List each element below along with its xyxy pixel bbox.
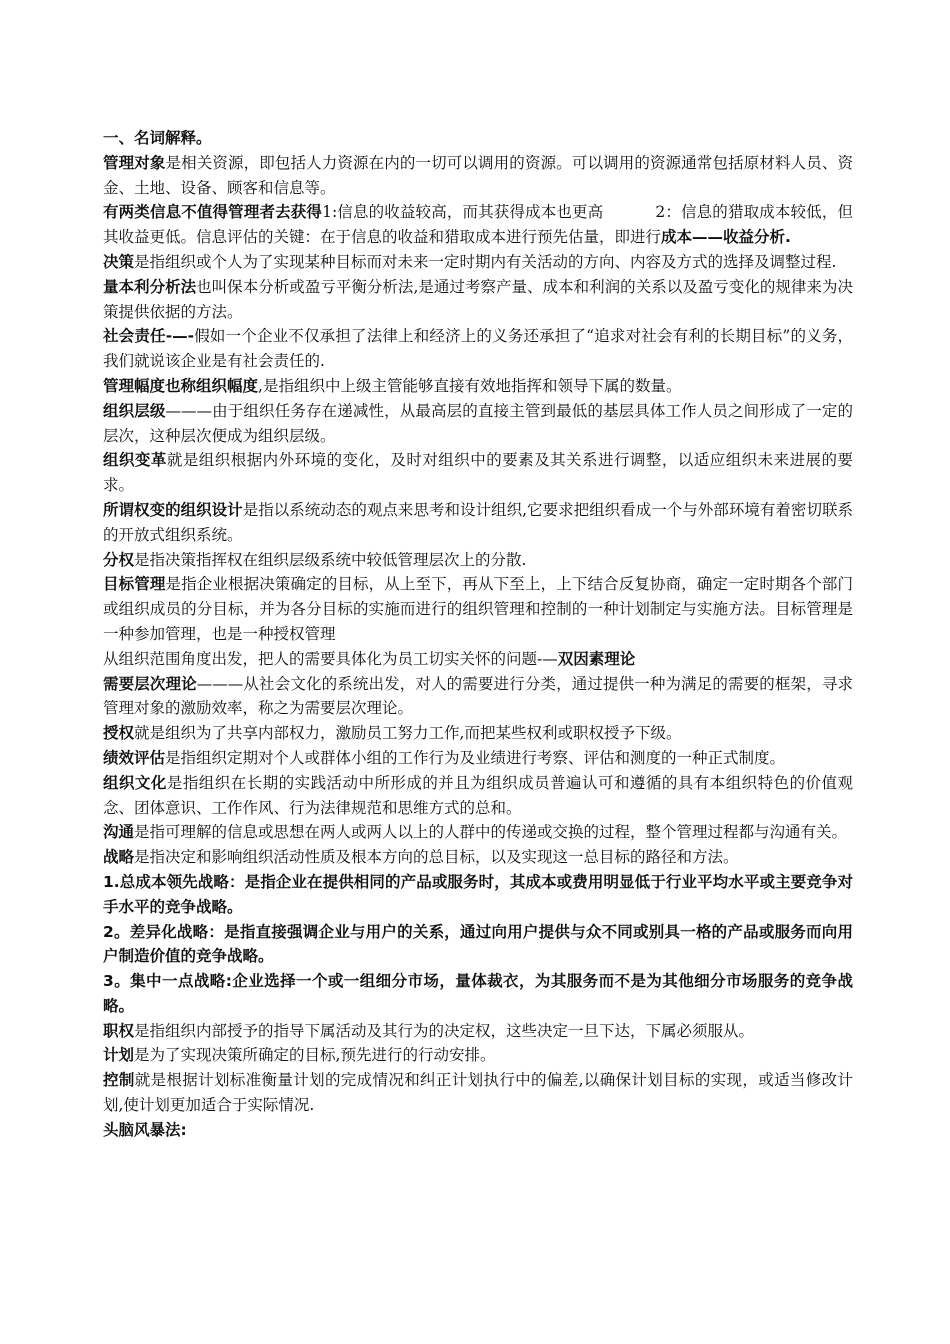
paragraph-information-types: 有两类信息不值得管理者去获得1:信息的收益较高，而其获得成本也更高 2：信息的猎取成本较低，但其收益更低。信息评估的关键：在于信息的收益和猎取成本进行预先估量，即进行成本——收益分析.	[103, 203, 853, 247]
paragraph-organizational-change: 组织变革就是组织根据内外环境的变化，及时对组织中的要素及其关系进行调整，以适应组织未来进展的要求。	[103, 451, 853, 495]
paragraph-span-of-control: 管理幅度也称组织幅度,是指组织中上级主管能够直接有效地指挥和领导下属的数量。	[103, 376, 682, 395]
paragraph-social-responsibility: 社会责任-—-假如一个企业不仅承担了法律上和经济上的义务还承担了“追求对社会有利的长期目标”的义务，我们就说该企业是有社会责任的.	[103, 327, 853, 371]
paragraph-strategy: 战略是指决定和影响组织活动性质及根本方向的总目标，以及实现这一总目标的路径和方法。	[103, 848, 739, 867]
term: 组织文化	[103, 773, 167, 792]
term: 双因素理论	[557, 649, 636, 668]
term: 有两类信息不值得管理者去获得	[103, 203, 323, 222]
paragraph-communication: 沟通是指可理解的信息或思想在两人或两人以上的人群中的传递或交换的过程，整个管理过程都与沟通有关。	[103, 823, 848, 842]
term: 沟通	[103, 823, 135, 842]
term: 分权	[103, 550, 135, 569]
paragraph-organization-levels: 组织层级———由于组织任务存在递减性，从最高层的直接主管到最低的基层具体工作人员之间形成了一定的层次，这种层次便成为组织层级。	[103, 401, 853, 445]
paragraph-delegation: 授权就是组织为了共享内部权力，激励员工努力工作,而把某些权利或职权授予下级。	[103, 724, 682, 743]
paragraph-brainstorming: 头脑风暴法:	[103, 1120, 187, 1139]
paragraph-two-factor-theory: 从组织范围角度出发，把人的需要具体化为员工切实关怀的问题-—双因素理论	[103, 649, 636, 668]
term: 控制	[103, 1071, 135, 1090]
term: 绩效评估	[103, 748, 166, 767]
paragraph-breakeven-analysis: 量本利分析法也叫保本分析或盈亏平衡分析法,是通过考察产量、成本和利润的关系以及盈亏变化的规律来为决策提供依据的方法。	[103, 277, 853, 321]
term: 管理幅度也称组织幅度	[103, 376, 259, 395]
term: 职权	[103, 1021, 135, 1040]
paragraph-contingency-design: 所谓权变的组织设计是指以系统动态的观点来思考和设计组织,它要求把组织看成一个与外部环境有着密切联系的开放式组织系统。	[103, 500, 853, 544]
paragraph-authority: 职权是指组织内部授予的指导下属活动及其行为的决定权，这些决定一旦下达，下属必须服从。	[103, 1021, 755, 1040]
term: 决策	[103, 252, 135, 271]
term: 目标管理	[103, 575, 166, 594]
document-body	[103, 126, 853, 1143]
paragraph-performance-appraisal: 绩效评估是指组织定期对个人或群体小组的工作行为及业绩进行考察、评估和测度的一种正式制度。	[103, 748, 786, 767]
term: 需要层次理论	[103, 674, 197, 693]
paragraph-hierarchy-of-needs: 需要层次理论———从社会文化的系统出发，对人的需要进行分类，通过提供一种为满足的需要的框架，寻求管理对象的激励效率，称之为需要层次理论。	[103, 674, 853, 718]
term: 管理对象	[103, 153, 166, 172]
paragraph-decentralization: 分权是指决策指挥权在组织层级系统中较低管理层次上的分散.	[103, 550, 527, 569]
paragraph-planning: 计划是为了实现决策所确定的目标,预先进行的行动安排。	[103, 1046, 496, 1065]
term: 组织层级	[103, 401, 166, 420]
paragraph-management-object: 管理对象是相关资源，即包括人力资源在内的一切可以调用的资源。可以调用的资源通常包括原材料人员、资金、土地、设备、顾客和信息等。	[103, 153, 853, 197]
paragraph-decision: 决策是指组织或个人为了实现某种目标而对未来一定时期内有关活动的方向、内容及方式的选择及调整过程.	[103, 252, 837, 271]
term: 组织变革	[103, 451, 167, 470]
paragraph-focus-strategy: 3。集中一点战略:企业选择一个或一组细分市场，量体裁衣，为其服务而不是为其他细分市场服务的竞争战略。	[103, 972, 853, 1015]
term: 成本——收益分析.	[661, 228, 791, 247]
term: 计划	[103, 1046, 135, 1065]
section-heading: 一、名词解释。	[103, 129, 212, 147]
paragraph-differentiation: 2。差异化战略：是指直接强调企业与用户的关系，通过向用户提供与众不同或别具一格的产品或服务而向用户制造价值的竞争战略。	[103, 922, 853, 966]
paragraph-cost-leadership: 1.总成本领先战略：是指企业在提供相同的产品或服务时，其成本或费用明显低于行业平均水平或主要竞争对手水平的竞争战略。	[103, 872, 853, 916]
term: 授权	[103, 724, 135, 743]
paragraph-control: 控制就是根据计划标准衡量计划的完成情况和纠正计划执行中的偏差,以确保计划目标的实现，或适当修改计划,使计划更加适合于实际情况.	[103, 1071, 853, 1115]
paragraph-organizational-culture: 组织文化是指组织在长期的实践活动中所形成的并且为组织成员普遍认可和遵循的具有本组织特色的价值观念、团体意识、工作作风、行为法律规范和思维方式的总和。	[103, 773, 853, 817]
term: 战略	[103, 848, 135, 867]
term: 所谓权变的组织设计	[103, 500, 243, 519]
term: 量本利分析法	[103, 277, 197, 296]
term: 社会责任-—-	[103, 327, 195, 346]
paragraph-management-by-objectives: 目标管理是指企业根据决策确定的目标，从上至下，再从下至上，上下结合反复协商，确定一定时期各个部门或组织成员的分目标，并为各分目标的实施而进行的组织管理和控制的一种计划制定与实施方法。目标管理是一种参加管理，也是一种授权管理	[103, 575, 853, 643]
